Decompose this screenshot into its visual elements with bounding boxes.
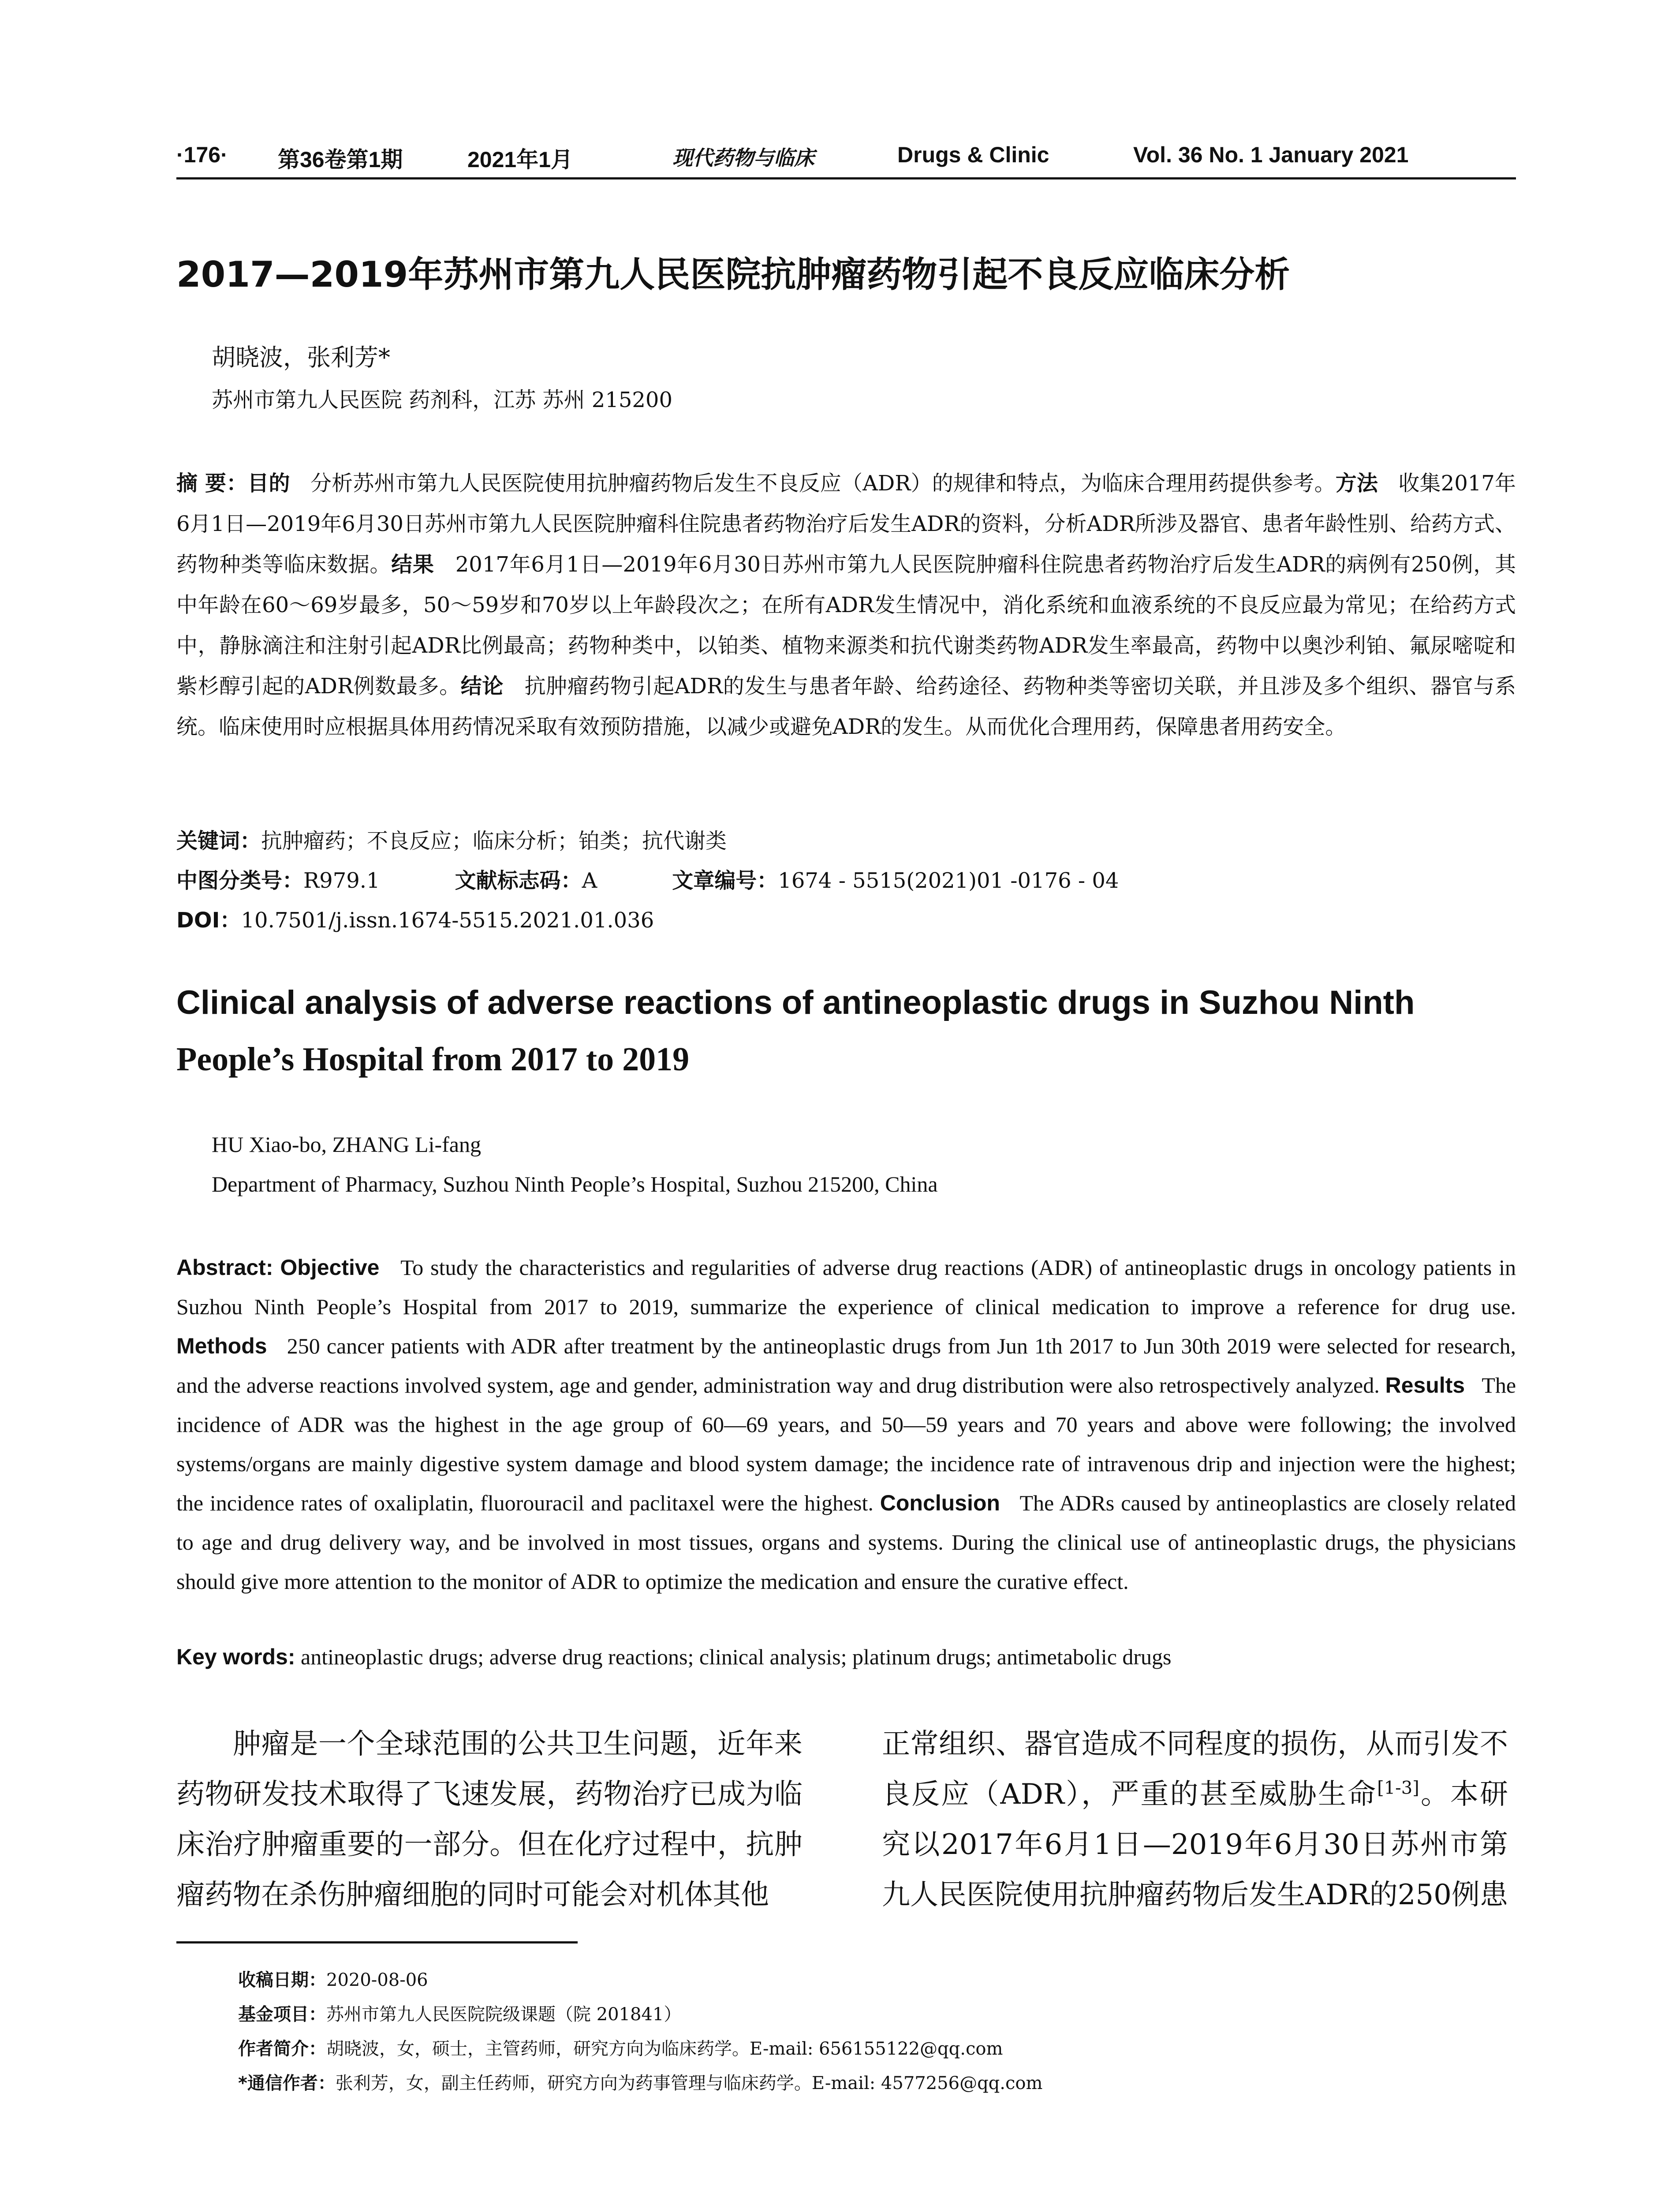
cn-keywords [176,824,727,854]
volume-issue-en: Vol. 36 No. 1 January 2021 [1133,142,1409,167]
en-objective-text: To study the characteristics and regularities of adverse drug reactions (ADR) of antineoplastic drugs in oncology patients in Suzhou Ninth People’s Hospital from 2017 to 2019, summarize the experience of clinical medication to improve a reference for drug use. [176,1255,1516,1319]
en-keywords-label: Key words: [176,1644,295,1669]
en-conclusion-text: The ADRs caused by antineoplastics are closely related to age and drug delivery way, and be involved in most tissues, organs and systems. During the clinical use of antineoplastic drugs, the physicians should give more attention to the monitor of ADR to optimize the medication and ensure the curative effect. [176,1491,1516,1594]
volume-issue-cn: 第36卷第1期 [278,147,403,172]
en-results-label: Results [1385,1373,1465,1398]
en-title [176,975,1516,1088]
citation-ref: [1-3] [1377,1778,1419,1798]
journal-name-en: Drugs & Clinic [897,142,1049,167]
cn-abstract [176,463,1516,747]
body-column-right [882,1719,1508,1920]
en-keywords-text: antineoplastic drugs; adverse drug reactions; clinical analysis; platinum drugs; antimetabolic drugs [301,1644,1172,1669]
fund-label: 基金项目： [238,2004,326,2025]
received-label: 收稿日期： [238,1970,326,1990]
footnote-fund [238,2000,681,2026]
cn-classification [176,863,1119,894]
cn-conclusion-label: 结论 [460,674,504,699]
cn-methods-label: 方法 [1335,471,1378,496]
cn-keywords-text: 抗肿瘤药；不良反应；临床分析；铂类；抗代谢类 [261,829,727,853]
body-right-text-2: 。本研究以2017年6月1日—2019年6月30日苏州市第九人民医院使用抗肿瘤药物后发生ADR的250例患 [882,1778,1508,1911]
en-abstract [176,1248,1516,1601]
en-methods-text: 250 cancer patients with ADR after treatment by the antineoplastic drugs from Jun 1th 2017 to Jun 30th 2019 were selected for research, and the adverse reactions involved system, age and gender, administration way and drug distribution were also retrospectively analyzed. [176,1334,1516,1398]
en-keywords [176,1644,1516,1670]
corr-value: 张利芳，女，副主任药师，研究方向为药事管理与临床药学。E-mail: 4577256@qq.com [335,2073,1043,2093]
cn-methods-text: 收集2017年6月1日—2019年6月30日苏州市第九人民医院肿瘤科住院患者药物治疗后发生ADR的资料，分析ADR所涉及器官、患者年龄性别、给药方式、药物种类等临床数据。 [176,471,1516,577]
cn-results-text: 2017年6月1日—2019年6月30日苏州市第九人民医院肿瘤科住院患者药物治疗后发生ADR的病例有250例，其中年龄在60～69岁最多，50～59岁和70岁以上年龄段次之；在所有ADR发生情况中，消化系统和血液系统的不良反应最为常见；在给药方式中，静脉滴注和注射引起ADR比例最高；药物种类中，以铂类、植物来源类和抗代谢类药物ADR发生率最高，药物中以奥沙利铂、氟尿嘧啶和紫杉醇引起的ADR例数最多。 [176,552,1516,699]
header-rule [176,177,1516,179]
issue-date-cn: 2021年1月 [467,147,573,172]
en-abstract-label: Abstract: [176,1255,273,1280]
en-methods-label: Methods [176,1334,267,1358]
body-column-left: 肿瘤是一个全球范围的公共卫生问题，近年来药物研发技术取得了飞速发展，药物治疗已成为临床治疗肿瘤重要的一部分。但在化疗过程中，抗肿瘤药物在杀伤肿瘤细胞的同时可能会对机体其他 [176,1728,803,1911]
en-conclusion-label: Conclusion [880,1491,1000,1515]
body-right-text-1: 正常组织、器官造成不同程度的损伤，从而引发不良反应（ADR），严重的甚至威胁生命 [882,1728,1508,1811]
cn-keywords-label: 关键词： [176,829,261,853]
cn-results-label: 结果 [391,552,434,577]
en-title-line1: Clinical analysis of adverse reactions of antineoplastic drugs in Suzhou Ninth [176,984,1415,1021]
author-value: 胡晓波，女，硕士，主管药师，研究方向为临床药学。E-mail: 656155122@qq.com [326,2039,1003,2059]
article-no-label: 文章编号： [672,868,778,893]
footnote-rule [176,1941,578,1943]
en-title-line2: People’s Hospital from 2017 to 2019 [176,1041,690,1078]
corr-label: *通信作者： [238,2073,336,2093]
journal-name-cn: 现代药物与临床 [672,146,814,170]
received-value: 2020-08-06 [326,1970,428,1990]
author-label: 作者简介： [238,2039,326,2059]
doc-code-label: 文献标志码： [455,868,582,893]
fund-value: 苏州市第九人民医院院级课题（院 201841） [326,2004,682,2025]
doi-value: 10.7501/j.issn.1674-5515.2021.01.036 [241,908,654,933]
article-no-value: 1674 - 5515(2021)01 -0176 - 04 [778,868,1119,893]
clc-value: R979.1 [303,868,380,893]
footnote-received [238,1966,428,1991]
cn-affiliation: 苏州市第九人民医院 药剂科，江苏 苏州 215200 [212,388,673,412]
en-results-text: The incidence of ADR was the highest in the age group of 60—69 years, and 50—59 years and 70 years and above were following; the involved systems/organs are mainly digestive system damage and blood system damage; the incidence rate of intravenous drip and injection were the highest; the incidence rates of oxaliplatin, fluorouracil and paclitaxel were the highest. [176,1373,1516,1515]
doc-code-value: A [582,868,597,893]
cn-conclusion-text: 抗肿瘤药物引起ADR的发生与患者年龄、给药途径、药物种类等密切关联，并且涉及多个组织、器官与系统。临床使用时应根据具体用药情况采取有效预防措施，以减少或避免ADR的发生。从而优化合理用药，保障患者用药安全。 [176,674,1516,739]
cn-doi [176,903,654,934]
cn-objective-label: 目的 [247,471,290,496]
footnote-corresponding [238,2069,1042,2094]
cn-objective-text: 分析苏州市第九人民医院使用抗肿瘤药物后发生不良反应（ADR）的规律和特点，为临床合理用药提供参考。 [310,471,1336,496]
en-authors: HU Xiao-bo, ZHANG Li-fang [212,1132,481,1157]
page-number: ·176· [176,142,228,167]
running-header [176,142,1516,177]
clc-label: 中图分类号： [176,868,304,893]
en-objective-label: Objective [280,1255,380,1280]
cn-title: 2017—2019年苏州市第九人民医院抗肿瘤药物引起不良反应临床分析 [176,254,1290,295]
footnote-author [238,2035,1003,2060]
cn-abstract-label: 摘 要： [176,471,248,496]
cn-authors: 胡晓波，张利芳* [212,344,390,371]
en-affiliation: Department of Pharmacy, Suzhou Ninth People’s Hospital, Suzhou 215200, China [212,1172,938,1196]
doi-label: DOI： [176,908,241,933]
